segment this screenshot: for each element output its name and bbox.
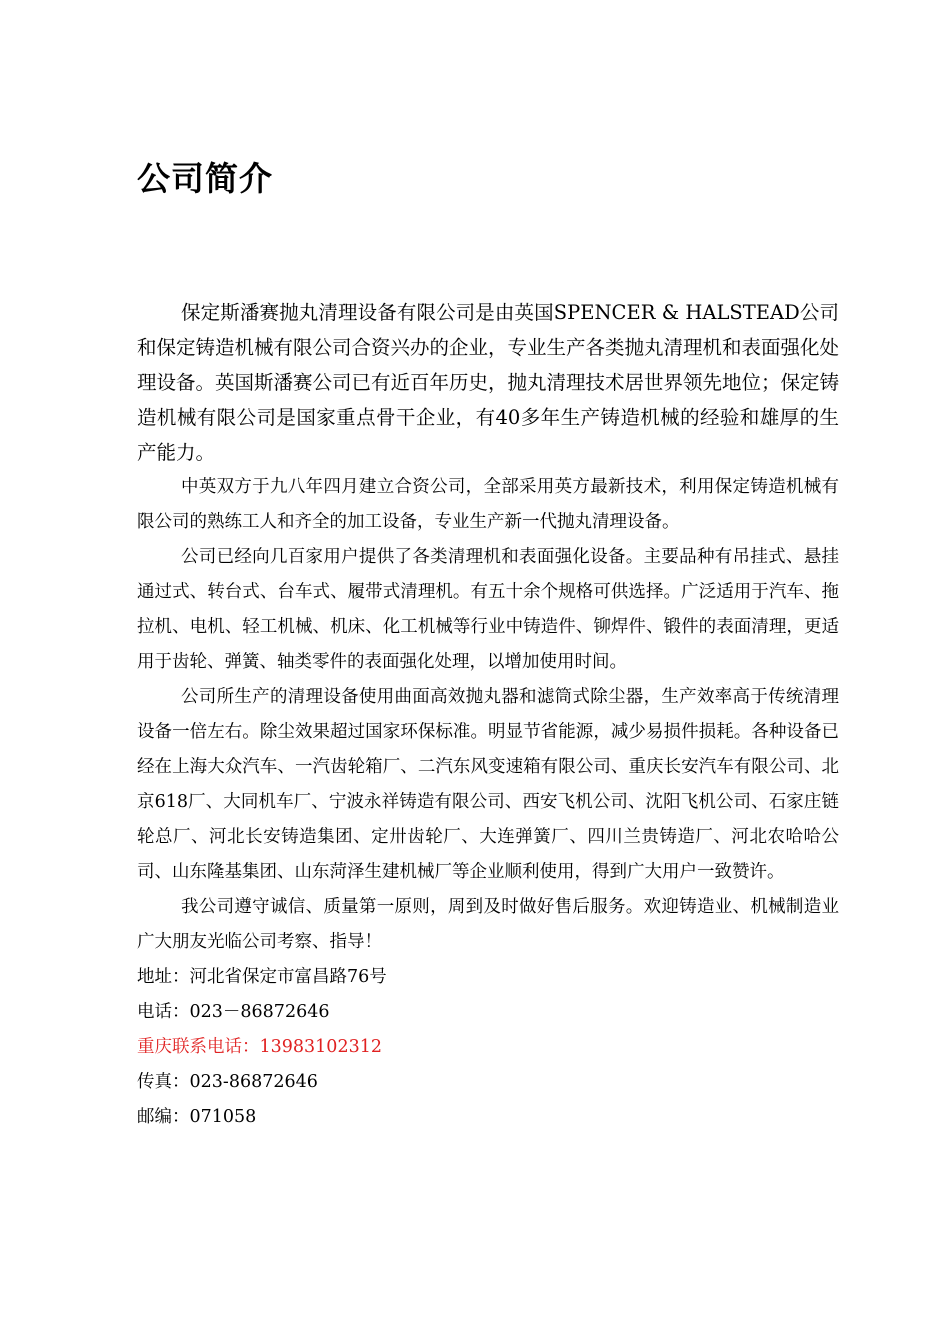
contact-phone: 电话：023－86872646 [137,1002,330,1022]
paragraph-customers: 公司所生产的清理设备使用曲面高效抛丸器和滤筒式除尘器，生产效率高于传统清理设备一倍左右。除尘效果超过国家环保标准。明显节省能源，减少易损件损耗。各种设备已经在上海大众汽车、一汽齿轮箱厂、二汽东风变速箱有限公司、重庆长安汽车有限公司、北京618厂、大同机车厂、宁波永祥铸造有限公司、西安飞机公司、沈阳飞机公司、石家庄链轮总厂、河北长安铸造集团、定卅齿轮厂、大连弹簧厂、四川兰贵铸造厂、河北农哈哈公司、山东隆基集团、山东菏泽生建机械厂等企业顺利使用，得到广大用户一致赞许。 [137,687,839,882]
contact-chongqing-phone: 重庆联系电话：13983102312 [137,1037,382,1057]
contact-postcode: 邮编：071058 [137,1107,257,1127]
contact-address: 地址：河北省保定市富昌路76号 [137,967,387,987]
paragraph-company-background: 保定斯潘赛抛丸清理设备有限公司是由英国SPENCER & HALSTEAD公司和保定铸造机械有限公司合资兴办的企业，专业生产各类抛丸清理机和表面强化处理设备。英国斯潘赛公司已有近百年历史，抛丸清理技术居世界领先地位；保定铸造机械有限公司是国家重点骨干企业，有40多年生产铸造机械的经验和雄厚的生产能力。 [137,301,840,464]
paragraph-joint-venture: 中英双方于九八年四月建立合资公司，全部采用英方最新技术，利用保定铸造机械有限公司的熟练工人和齐全的加工设备，专业生产新一代抛丸清理设备。 [137,477,839,532]
paragraph-products: 公司已经向几百家用户提供了各类清理机和表面强化设备。主要品种有吊挂式、悬挂通过式、转台式、台车式、履带式清理机。有五十余个规格可供选择。广泛适用于汽车、拖拉机、电机、轻工机械、机床、化工机械等行业中铸造件、铆焊件、锻件的表面清理，更适用于齿轮、弹簧、轴类零件的表面强化处理，以增加使用时间。 [137,547,839,672]
paragraph-service: 我公司遵守诚信、质量第一原则，周到及时做好售后服务。欢迎铸造业、机械制造业广大朋友光临公司考察、指导！ [137,897,839,952]
document-body [137,295,839,1135]
page-title: 公司简介 [137,159,273,198]
contact-fax: 传真：023-86872646 [137,1072,318,1092]
